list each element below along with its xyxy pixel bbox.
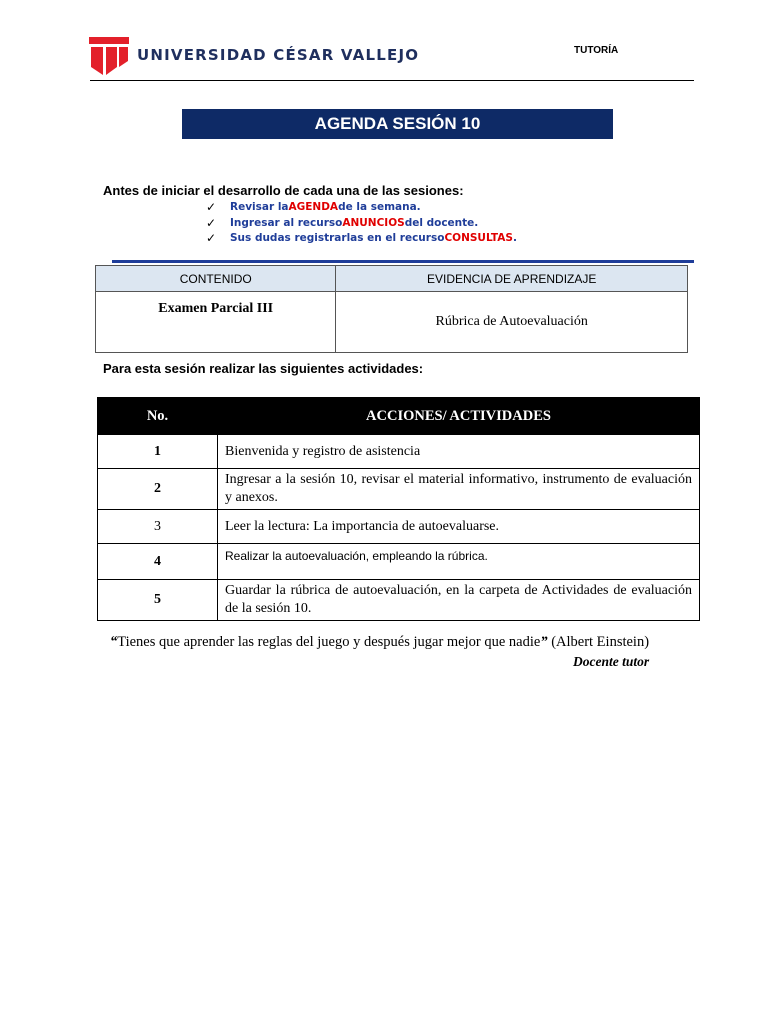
summary-table [95,265,688,353]
header-divider [90,80,694,81]
section-label: TUTORÍA [574,45,619,56]
row-text: Guardar la rúbrica de autoevaluación, en la carpeta de Actividades de evaluación de la sesión 10. [218,580,700,621]
signature: Docente tutor [573,654,650,669]
row-text: Realizar la autoevaluación, empleando la rúbrica. [218,544,700,580]
checkmark-icon: ✓ [206,215,217,230]
checkmark-icon: ✓ [206,231,217,245]
checklist-item: ✓ Sus dudas registrarlas en el recurso CONSULTAS . [206,231,517,245]
checkmark-icon: ✓ [206,200,217,214]
table-row [98,544,700,580]
row-number: 4 [98,544,218,580]
quote: “Tienes que aprender las reglas del juego y después jugar mejor que nadie” (Albert Einstein) [110,634,650,650]
header-no: No. [98,398,218,435]
page-title: AGENDA SESIÓN 10 [182,109,613,139]
checklist-item: ✓ Revisar la AGENDA de la semana. [206,200,421,214]
checklist-item: ✓ Ingresar al recurso ANUNCIOS del docente. [206,215,479,230]
table-row [98,580,700,621]
row-text: Bienvenida y registro de asistencia [218,435,700,469]
table-row [98,435,700,469]
university-name: UNIVERSIDAD CÉSAR VALLEJO [137,46,420,64]
activities-table [97,397,700,621]
header-evidencia: EVIDENCIA DE APRENDIZAJE [336,266,688,292]
cell-evidencia: Rúbrica de Autoevaluación [336,292,688,353]
row-number: 5 [98,580,218,621]
row-number: 1 [98,435,218,469]
university-logo-icon [89,37,129,75]
header-contenido: CONTENIDO [96,266,336,292]
activities-heading: Para esta sesión realizar las siguientes actividades: [103,361,424,376]
row-number: 3 [98,510,218,544]
table-row [98,510,700,544]
row-text: Leer la lectura: La importancia de autoevaluarse. [218,510,700,544]
row-number: 2 [98,469,218,510]
header-acciones: ACCIONES/ ACTIVIDADES [218,398,700,435]
section-divider [112,260,694,263]
cell-contenido: Examen Parcial III [96,292,336,353]
table-row [98,469,700,510]
intro-heading: Antes de iniciar el desarrollo de cada una de las sesiones: [103,183,464,198]
row-text: Ingresar a la sesión 10, revisar el material informativo, instrumento de evaluación y anexos. [218,469,700,510]
checklist [206,200,517,247]
